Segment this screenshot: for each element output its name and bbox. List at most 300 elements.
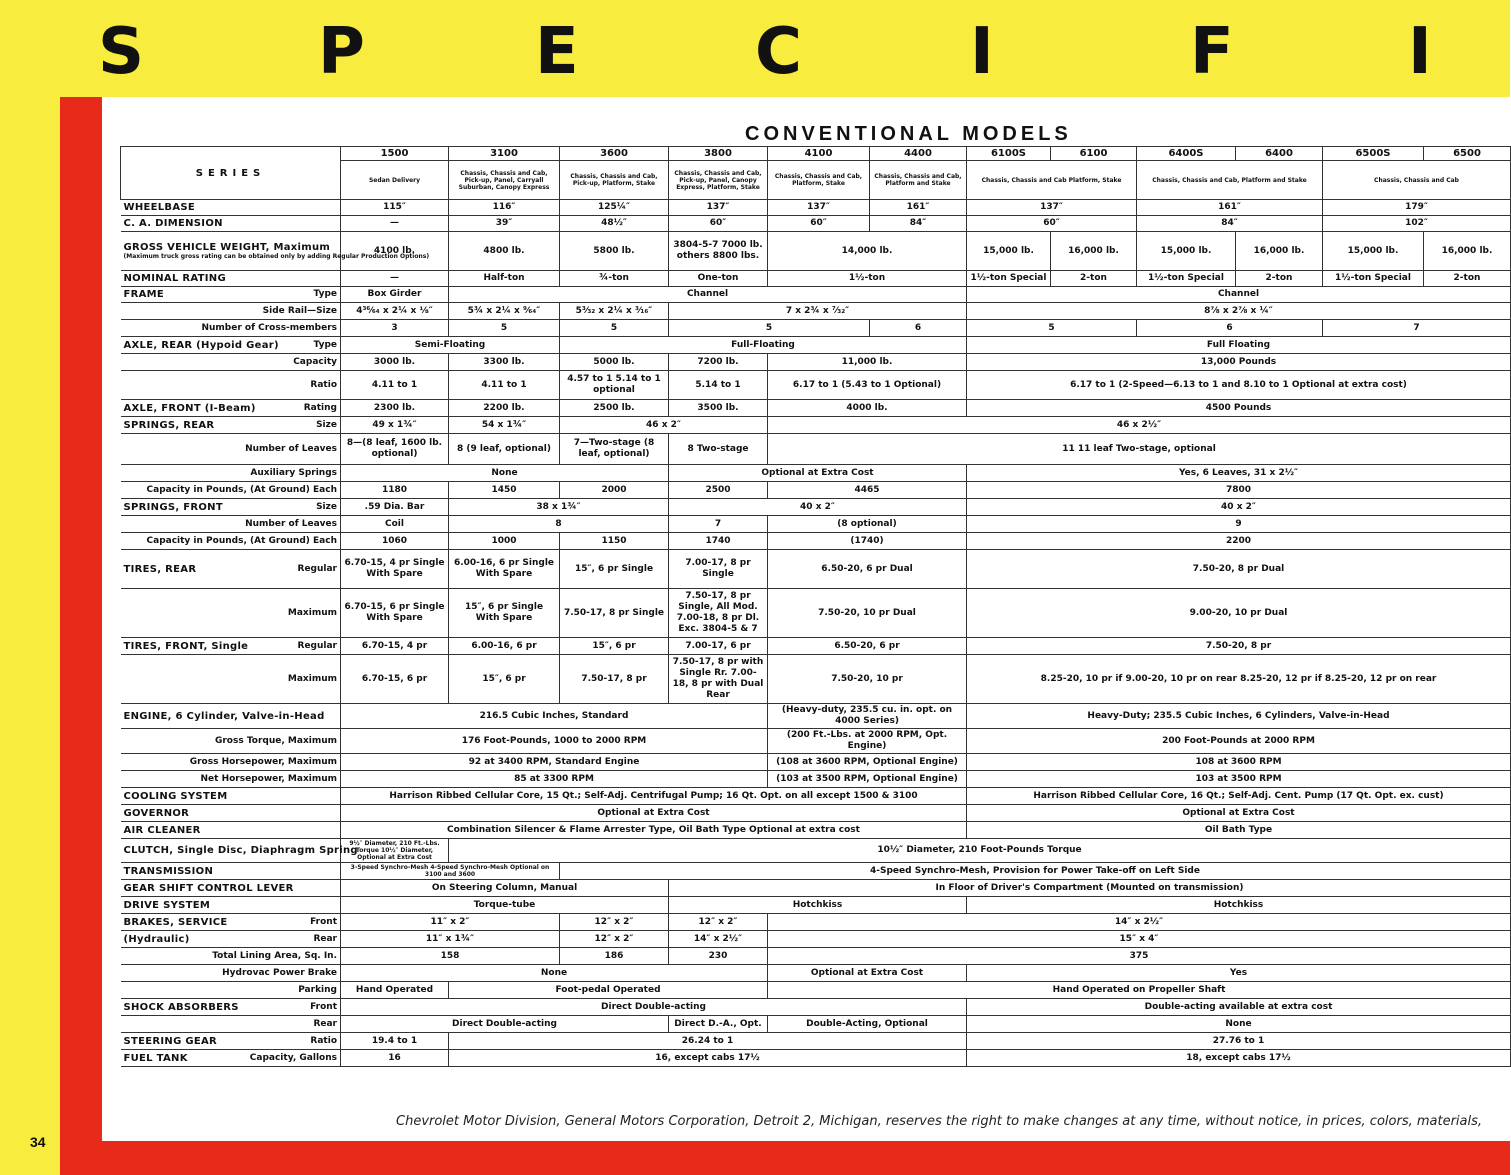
spec-item-label: Number of Leaves bbox=[245, 518, 337, 529]
spec-row bbox=[121, 982, 1511, 999]
spec-item-label: Type bbox=[313, 289, 337, 299]
spec-row bbox=[121, 465, 1511, 482]
spec-group-label: TIRES, REAR bbox=[123, 563, 197, 575]
spec-value: 4-Speed Synchro-Mesh, Provision for Power Take-off on Left Side bbox=[560, 863, 1511, 880]
spec-value: 12″ x 2″ bbox=[560, 914, 669, 931]
spec-value: 60″ bbox=[669, 216, 768, 232]
series-models: Chassis, Chassis and Cab, Pick-up, Panel, Canopy Express, Platform, Stake bbox=[669, 161, 768, 200]
spec-group-label: COOLING SYSTEM bbox=[123, 790, 228, 802]
spec-row-label bbox=[121, 271, 341, 287]
spec-row-label bbox=[121, 948, 341, 965]
spec-value: Oil Bath Type bbox=[967, 822, 1511, 839]
spec-value: 11 11 leaf Two-stage, optional bbox=[768, 434, 1511, 465]
spec-value: In Floor of Driver's Compartment (Mounted on transmission) bbox=[669, 880, 1511, 897]
spec-value: 92 at 3400 RPM, Standard Engine bbox=[341, 754, 768, 771]
heading-letter: P bbox=[318, 15, 365, 89]
spec-value: Hotchkiss bbox=[967, 897, 1511, 914]
spec-value: Hand Operated on Propeller Shaft bbox=[768, 982, 1511, 999]
heading-letter: F bbox=[1190, 15, 1234, 89]
spec-value: 3 bbox=[341, 320, 449, 337]
spec-row-label bbox=[121, 337, 341, 354]
spec-value: Coil bbox=[341, 516, 449, 533]
spec-value: 60″ bbox=[768, 216, 870, 232]
spec-row bbox=[121, 788, 1511, 805]
spec-row-label bbox=[121, 754, 341, 771]
spec-row-label bbox=[121, 417, 341, 434]
series-number: 6400 bbox=[1236, 147, 1323, 161]
spec-value: 9 bbox=[967, 516, 1511, 533]
spec-row-label bbox=[121, 200, 341, 216]
spec-value: 84″ bbox=[1137, 216, 1323, 232]
spec-group-label: DRIVE SYSTEM bbox=[123, 899, 211, 911]
spec-value: (103 at 3500 RPM, Optional Engine) bbox=[768, 771, 967, 788]
spec-value: 15″ x 4″ bbox=[768, 931, 1511, 948]
footer-disclaimer: Chevrolet Motor Division, General Motors Corporation, Detroit 2, Michigan, reserves the right to make changes at any time, without notice, in prices, colors, materials, bbox=[396, 1114, 1483, 1129]
spec-value: Double-acting available at extra cost bbox=[967, 999, 1511, 1016]
spec-value: 5 bbox=[669, 320, 870, 337]
series-models: Chassis, Chassis and Cab, Platform and Stake bbox=[870, 161, 967, 200]
spec-value: 13,000 Pounds bbox=[967, 354, 1511, 371]
spec-value: Channel bbox=[449, 287, 967, 303]
spec-value: 6.50-20, 6 pr bbox=[768, 638, 967, 655]
spec-value: 15,000 lb. bbox=[1323, 232, 1424, 271]
spec-value: 9.00-20, 10 pr Dual bbox=[967, 589, 1511, 638]
spec-value: 16,000 lb. bbox=[1236, 232, 1323, 271]
spec-row bbox=[121, 822, 1511, 839]
spec-value: 230 bbox=[669, 948, 768, 965]
heading-letter: S bbox=[98, 15, 145, 89]
spec-value: 7.50-17, 8 pr bbox=[560, 655, 669, 704]
spec-value: 15,000 lb. bbox=[1137, 232, 1236, 271]
spec-value: 8 (9 leaf, optional) bbox=[449, 434, 560, 465]
spec-value: 6.70-15, 4 pr bbox=[341, 638, 449, 655]
spec-row bbox=[121, 533, 1511, 550]
spec-value: 1450 bbox=[449, 482, 560, 499]
spec-row-label bbox=[121, 533, 341, 550]
spec-value: 2500 bbox=[669, 482, 768, 499]
spec-value: 137″ bbox=[669, 200, 768, 216]
spec-value: ¾-ton bbox=[560, 271, 669, 287]
series-number: 6500 bbox=[1424, 147, 1511, 161]
spec-value: Box Girder bbox=[341, 287, 449, 303]
spec-value: 11,000 lb. bbox=[768, 354, 967, 371]
spec-value: 5¾ x 2¼ x ⁹⁄₆₄″ bbox=[449, 303, 560, 320]
spec-row-label bbox=[121, 897, 341, 914]
spec-group-label: AXLE, FRONT (I-Beam) bbox=[123, 402, 256, 414]
spec-value: (1740) bbox=[768, 533, 967, 550]
spec-value: 5 bbox=[560, 320, 669, 337]
series-models: Chassis, Chassis and Cab, Platform and Stake bbox=[1137, 161, 1323, 200]
spec-value: 16 bbox=[341, 1050, 449, 1067]
spec-row-label bbox=[121, 863, 341, 880]
spec-value: 7 bbox=[669, 516, 768, 533]
spec-group-label: SHOCK ABSORBERS bbox=[123, 1001, 239, 1013]
spec-row-label bbox=[121, 788, 341, 805]
spec-value: 7.00-17, 6 pr bbox=[669, 638, 768, 655]
spec-value: 7200 lb. bbox=[669, 354, 768, 371]
spec-value: 46 x 2″ bbox=[560, 417, 768, 434]
spec-value: 125¼″ bbox=[560, 200, 669, 216]
spec-value: Yes bbox=[967, 965, 1511, 982]
spec-row-label bbox=[121, 1016, 341, 1033]
spec-value: 7.50-17, 8 pr Single, All Mod. 7.00-18, 8 pr Dl. Exc. 3804-5 & 7 bbox=[669, 589, 768, 638]
spec-row bbox=[121, 287, 1511, 303]
spec-value: Hand Operated bbox=[341, 982, 449, 999]
spec-group-label: GROSS VEHICLE WEIGHT, Maximum bbox=[123, 242, 331, 253]
spec-value: 8 Two-stage bbox=[669, 434, 768, 465]
spec-value: 14″ x 2½″ bbox=[768, 914, 1511, 931]
spec-group-label: TIRES, FRONT, Single bbox=[123, 640, 249, 652]
spec-item-label: Rear bbox=[313, 933, 337, 944]
spec-item-label: Capacity in Pounds, (At Ground) Each bbox=[146, 535, 337, 546]
spec-row bbox=[121, 1033, 1511, 1050]
spec-value: 7800 bbox=[967, 482, 1511, 499]
spec-row bbox=[121, 704, 1511, 729]
spec-row-label bbox=[121, 482, 341, 499]
spec-row-label bbox=[121, 1033, 341, 1050]
spec-value: 200 Foot-Pounds at 2000 RPM bbox=[967, 729, 1511, 754]
spec-value: 108 at 3600 RPM bbox=[967, 754, 1511, 771]
spec-group-label: AXLE, REAR (Hypoid Gear) bbox=[123, 339, 279, 351]
spec-value: 1000 bbox=[449, 533, 560, 550]
spec-item-label: Parking bbox=[298, 984, 337, 995]
series-models: Chassis, Chassis and Cab Platform, Stake bbox=[967, 161, 1137, 200]
spec-value: 15,000 lb. bbox=[967, 232, 1051, 271]
spec-value: 3804-5-7 7000 lb. others 8800 lbs. bbox=[669, 232, 768, 271]
spec-item-label: Capacity, Gallons bbox=[249, 1052, 337, 1063]
spec-value: 4100 lb. bbox=[341, 232, 449, 271]
spec-row bbox=[121, 948, 1511, 965]
series-number: 4400 bbox=[870, 147, 967, 161]
spec-group-label: TRANSMISSION bbox=[123, 865, 214, 877]
spec-value: 137″ bbox=[967, 200, 1137, 216]
spec-table bbox=[120, 146, 1511, 1067]
spec-value: None bbox=[341, 465, 669, 482]
spec-value: Full-Floating bbox=[560, 337, 967, 354]
spec-row bbox=[121, 232, 1511, 271]
spec-value: (108 at 3600 RPM, Optional Engine) bbox=[768, 754, 967, 771]
spec-value: 2200 lb. bbox=[449, 400, 560, 417]
spec-row-label bbox=[121, 729, 341, 754]
spec-value: 4.11 to 1 bbox=[449, 371, 560, 400]
spec-row bbox=[121, 805, 1511, 822]
spec-value: Hotchkiss bbox=[669, 897, 967, 914]
spec-value: (200 Ft.-Lbs. at 2000 RPM, Opt. Engine) bbox=[768, 729, 967, 754]
spec-value: 4000 lb. bbox=[768, 400, 967, 417]
spec-value: Optional at Extra Cost bbox=[768, 965, 967, 982]
spec-value: 7.50-20, 10 pr Dual bbox=[768, 589, 967, 638]
spec-value: One-ton bbox=[669, 271, 768, 287]
spec-value: 7—Two-stage (8 leaf, optional) bbox=[560, 434, 669, 465]
spec-row bbox=[121, 371, 1511, 400]
spec-group-label: GOVERNOR bbox=[123, 807, 190, 819]
spec-row-label bbox=[121, 400, 341, 417]
spec-group-label: STEERING GEAR bbox=[123, 1035, 218, 1047]
spec-value: — bbox=[341, 271, 449, 287]
series-number: 3600 bbox=[560, 147, 669, 161]
spec-row-label bbox=[121, 805, 341, 822]
spec-value: 1150 bbox=[560, 533, 669, 550]
spec-row bbox=[121, 400, 1511, 417]
spec-group-label: ENGINE, 6 Cylinder, Valve-in-Head bbox=[123, 710, 325, 722]
series-models: Chassis, Chassis and Cab, Pick-up, Panel, Carryall Suburban, Canopy Express bbox=[449, 161, 560, 200]
spec-item-label: Hydrovac Power Brake bbox=[222, 967, 337, 978]
spec-value: 7.50-20, 8 pr bbox=[967, 638, 1511, 655]
spec-value: 19.4 to 1 bbox=[341, 1033, 449, 1050]
spec-value: 2000 bbox=[560, 482, 669, 499]
spec-value: 5000 lb. bbox=[560, 354, 669, 371]
spec-value: 26.24 to 1 bbox=[449, 1033, 967, 1050]
spec-value: 5 bbox=[449, 320, 560, 337]
spec-value: 40 x 2″ bbox=[967, 499, 1511, 516]
spec-row bbox=[121, 499, 1511, 516]
spec-value: 11″ x 1¾″ bbox=[341, 931, 560, 948]
spec-item-label: Size bbox=[316, 501, 337, 512]
spec-row bbox=[121, 550, 1511, 589]
spec-value: Direct D.-A., Opt. bbox=[669, 1016, 768, 1033]
spec-row bbox=[121, 999, 1511, 1016]
spec-value: Semi-Floating bbox=[341, 337, 560, 354]
series-number: 6100S bbox=[967, 147, 1051, 161]
spec-row-label bbox=[121, 999, 341, 1016]
spec-group-label: SPRINGS, FRONT bbox=[123, 501, 223, 513]
spec-value: 12″ x 2″ bbox=[669, 914, 768, 931]
spec-group-label: AIR CLEANER bbox=[123, 824, 201, 836]
spec-value: Torque-tube bbox=[341, 897, 669, 914]
series-number: 3800 bbox=[669, 147, 768, 161]
spec-row bbox=[121, 638, 1511, 655]
spec-value: Direct Double-acting bbox=[341, 1016, 669, 1033]
series-number: 4100 bbox=[768, 147, 870, 161]
spec-item-label: Size bbox=[316, 419, 337, 430]
heading-letter: I bbox=[1408, 15, 1432, 89]
series-models: Chassis, Chassis and Cab, Pick-up, Platform, Stake bbox=[560, 161, 669, 200]
spec-value: 1½-ton Special bbox=[967, 271, 1051, 287]
spec-item-label: Front bbox=[310, 1001, 337, 1012]
spec-value: 7.50-17, 8 pr Single bbox=[560, 589, 669, 638]
spec-group-label: NOMINAL RATING bbox=[123, 273, 226, 284]
spec-value: 2200 bbox=[967, 533, 1511, 550]
spec-group-label: GEAR SHIFT CONTROL LEVER bbox=[123, 882, 294, 894]
spec-item-label: Net Horsepower, Maximum bbox=[200, 773, 337, 784]
spec-value: 9½″ Diameter, 210 Ft.-Lbs. Torque 10½″ Diameter, Optional at Extra Cost bbox=[341, 839, 449, 863]
series-number: 1500 bbox=[341, 147, 449, 161]
spec-row-label bbox=[121, 465, 341, 482]
heading-letter: C bbox=[755, 15, 802, 89]
spec-value: 1½-ton Special bbox=[1323, 271, 1424, 287]
spec-row bbox=[121, 516, 1511, 533]
spec-group-label: FUEL TANK bbox=[123, 1052, 188, 1064]
spec-item-label: Rating bbox=[303, 402, 337, 413]
series-models: Sedan Delivery bbox=[341, 161, 449, 200]
spec-value: 103 at 3500 RPM bbox=[967, 771, 1511, 788]
series-header-row bbox=[121, 147, 1511, 161]
spec-value: 6 bbox=[1137, 320, 1323, 337]
spec-value: 5 bbox=[967, 320, 1137, 337]
spec-value: 179″ bbox=[1323, 200, 1511, 216]
spec-value: 4500 Pounds bbox=[967, 400, 1511, 417]
spec-value: 2-ton bbox=[1424, 271, 1511, 287]
spec-row bbox=[121, 216, 1511, 232]
spec-item-label: Auxiliary Springs bbox=[250, 467, 337, 478]
spec-value: Heavy-Duty; 235.5 Cubic Inches, 6 Cylinders, Valve-in-Head bbox=[967, 704, 1511, 729]
spec-value: 4465 bbox=[768, 482, 967, 499]
spec-value: 6.00-16, 6 pr Single With Spare bbox=[449, 550, 560, 589]
spec-value: 2300 lb. bbox=[341, 400, 449, 417]
spec-value: 5.14 to 1 bbox=[669, 371, 768, 400]
spec-group-label: FRAME bbox=[123, 289, 165, 300]
spec-value: 161″ bbox=[870, 200, 967, 216]
spec-value: 6 bbox=[870, 320, 967, 337]
spec-row bbox=[121, 320, 1511, 337]
spec-value: 4.11 to 1 bbox=[341, 371, 449, 400]
series-models: Chassis, Chassis and Cab bbox=[1323, 161, 1511, 200]
spec-value: 11″ x 2″ bbox=[341, 914, 560, 931]
spec-item-label: Maximum bbox=[287, 607, 337, 618]
spec-value: 60″ bbox=[967, 216, 1137, 232]
spec-value: 216.5 Cubic Inches, Standard bbox=[341, 704, 768, 729]
spec-item-label: Maximum bbox=[287, 673, 337, 684]
spec-value: 54 x 1¾″ bbox=[449, 417, 560, 434]
spec-item-label: Capacity bbox=[293, 356, 337, 367]
spec-value: 5³⁄₃₂ x 2¼ x ³⁄₁₆″ bbox=[560, 303, 669, 320]
spec-item-label: Type bbox=[313, 339, 337, 350]
spec-item-label: Number of Cross-members bbox=[201, 322, 337, 333]
spec-row bbox=[121, 655, 1511, 704]
spec-row-label bbox=[121, 354, 341, 371]
spec-row-label bbox=[121, 771, 341, 788]
spec-row bbox=[121, 271, 1511, 287]
spec-value: 15″, 6 pr bbox=[449, 655, 560, 704]
spec-group-label: BRAKES, SERVICE bbox=[123, 916, 228, 928]
spec-row-label bbox=[121, 914, 341, 931]
spec-row-label bbox=[121, 216, 341, 232]
spec-note: (Maximum truck gross rating can be obtained only by adding Regular Production Options) bbox=[123, 253, 430, 260]
spec-value: 6.00-16, 6 pr bbox=[449, 638, 560, 655]
spec-value: None bbox=[967, 1016, 1511, 1033]
spec-row-label bbox=[121, 1050, 341, 1067]
spec-value: On Steering Column, Manual bbox=[341, 880, 669, 897]
spec-value: 1180 bbox=[341, 482, 449, 499]
spec-value: 8—(8 leaf, 1600 lb. optional) bbox=[341, 434, 449, 465]
spec-item-label: Rear bbox=[313, 1018, 337, 1029]
spec-value: 39″ bbox=[449, 216, 560, 232]
spec-item-label: Ratio bbox=[310, 1035, 337, 1046]
spec-row bbox=[121, 754, 1511, 771]
series-models: Chassis, Chassis and Cab, Platform, Stake bbox=[768, 161, 870, 200]
spec-value: 8.25-20, 10 pr if 9.00-20, 10 pr on rear 8.25-20, 12 pr if 8.25-20, 12 pr on rear bbox=[967, 655, 1511, 704]
spec-value: 7.00-17, 8 pr Single bbox=[669, 550, 768, 589]
spec-value: 7 bbox=[1323, 320, 1511, 337]
spec-value: Optional at Extra Cost bbox=[341, 805, 967, 822]
spec-value: 6.70-15, 6 pr bbox=[341, 655, 449, 704]
spec-group-label: CLUTCH, Single Disc, Diaphragm Spring bbox=[123, 845, 358, 856]
spec-row bbox=[121, 880, 1511, 897]
spec-row bbox=[121, 303, 1511, 320]
spec-value: 15″, 6 pr Single bbox=[560, 550, 669, 589]
spec-value: 4³⁶⁄₆₄ x 2¼ x ⅛″ bbox=[341, 303, 449, 320]
spec-row-label bbox=[121, 550, 341, 589]
spec-value: 3000 lb. bbox=[341, 354, 449, 371]
spec-row bbox=[121, 1050, 1511, 1067]
spec-row bbox=[121, 589, 1511, 638]
spec-row-label bbox=[121, 499, 341, 516]
spec-value: 48½″ bbox=[560, 216, 669, 232]
spec-value: 49 x 1¾″ bbox=[341, 417, 449, 434]
spec-row bbox=[121, 417, 1511, 434]
spec-item-label: Regular bbox=[297, 640, 337, 651]
spec-value: 7.50-20, 10 pr bbox=[768, 655, 967, 704]
spec-value: 1½-ton Special bbox=[1137, 271, 1236, 287]
spec-row-label bbox=[121, 434, 341, 465]
spec-value: 1060 bbox=[341, 533, 449, 550]
series-number: 6500S bbox=[1323, 147, 1424, 161]
spec-row-label bbox=[121, 371, 341, 400]
spec-row bbox=[121, 931, 1511, 948]
spec-value: 16,000 lb. bbox=[1051, 232, 1137, 271]
spec-value: 6.70-15, 4 pr Single With Spare bbox=[341, 550, 449, 589]
spec-value: Channel bbox=[967, 287, 1511, 303]
spec-value: 14″ x 2½″ bbox=[669, 931, 768, 948]
spec-value: None bbox=[341, 965, 768, 982]
spec-value: Optional at Extra Cost bbox=[669, 465, 967, 482]
spec-value: Direct Double-acting bbox=[341, 999, 967, 1016]
spec-row bbox=[121, 897, 1511, 914]
spec-value: Full Floating bbox=[967, 337, 1511, 354]
spec-value: 14,000 lb. bbox=[768, 232, 967, 271]
spec-value: 46 x 2½″ bbox=[768, 417, 1511, 434]
spec-row bbox=[121, 771, 1511, 788]
spec-item-label: Total Lining Area, Sq. In. bbox=[212, 950, 337, 961]
spec-value: 7.50-17, 8 pr with Single Rr. 7.00-18, 8 pr with Dual Rear bbox=[669, 655, 768, 704]
spec-group-label: (Hydraulic) bbox=[123, 933, 190, 945]
spec-row bbox=[121, 434, 1511, 465]
series-number: 3100 bbox=[449, 147, 560, 161]
spec-row-label bbox=[121, 982, 341, 999]
spec-row-label bbox=[121, 965, 341, 982]
spec-row-label bbox=[121, 638, 341, 655]
spec-value: 158 bbox=[341, 948, 560, 965]
spec-value: 3300 lb. bbox=[449, 354, 560, 371]
spec-value: 115″ bbox=[341, 200, 449, 216]
spec-value: 3-Speed Synchro-Mesh 4-Speed Synchro-Mesh Optional on 3100 and 3600 bbox=[341, 863, 560, 880]
spec-value: 375 bbox=[768, 948, 1511, 965]
spec-value: 15″, 6 pr bbox=[560, 638, 669, 655]
spec-value: 2-ton bbox=[1051, 271, 1137, 287]
spec-value: 12″ x 2″ bbox=[560, 931, 669, 948]
spec-item-label: Regular bbox=[297, 563, 337, 574]
spec-row bbox=[121, 1016, 1511, 1033]
spec-value: 85 at 3300 RPM bbox=[341, 771, 768, 788]
spec-value: 7 x 2¾ x ⁷⁄₃₂″ bbox=[669, 303, 967, 320]
spec-row-label bbox=[121, 880, 341, 897]
spec-value: (Heavy-duty, 235.5 cu. in. opt. on 4000 Series) bbox=[768, 704, 967, 729]
spec-value: Optional at Extra Cost bbox=[967, 805, 1511, 822]
spec-value: 5800 lb. bbox=[560, 232, 669, 271]
spec-row-label bbox=[121, 303, 341, 320]
spec-row bbox=[121, 337, 1511, 354]
spec-row-label bbox=[121, 516, 341, 533]
series-number: 6400S bbox=[1137, 147, 1236, 161]
spec-item-label: Gross Horsepower, Maximum bbox=[189, 756, 337, 767]
spec-value: 16, except cabs 17½ bbox=[449, 1050, 967, 1067]
spec-row bbox=[121, 482, 1511, 499]
spec-item-label: Side Rail—Size bbox=[262, 305, 337, 316]
spec-row-label bbox=[121, 839, 358, 863]
spec-row bbox=[121, 200, 1511, 216]
spec-value: Half-ton bbox=[449, 271, 560, 287]
spec-value: 6.70-15, 6 pr Single With Spare bbox=[341, 589, 449, 638]
